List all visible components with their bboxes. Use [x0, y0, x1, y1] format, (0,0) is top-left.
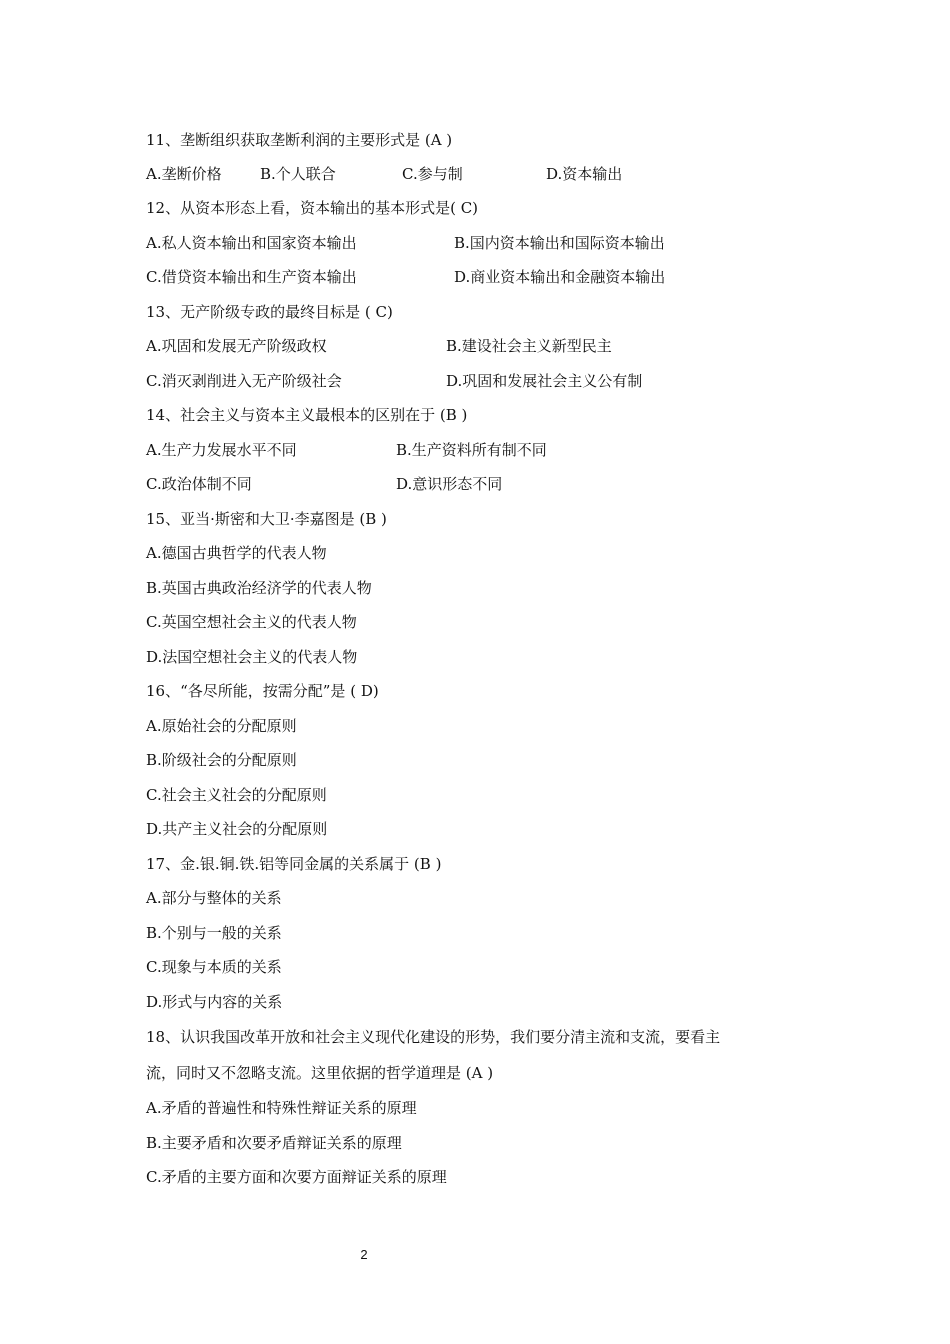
option-b: B.个人联合 — [260, 165, 336, 183]
option-b: B.英国古典政治经济学的代表人物 — [146, 579, 372, 597]
option-b: B.生产资料所有制不同 — [396, 441, 547, 459]
question-text: 17、金.银.铜.铁.铝等同金属的关系属于 (B ) — [146, 855, 442, 873]
question-text-line-2: 流，同时又不忽略支流。这里依据的哲学道理是 (A ) — [146, 1064, 494, 1082]
question-text: 14、社会主义与资本主义最根本的区别在于 (B ) — [146, 406, 468, 424]
question-text: 15、亚当·斯密和大卫·李嘉图是 (B ) — [146, 510, 387, 528]
option-a: A.部分与整体的关系 — [146, 889, 282, 907]
option-d: D.形式与内容的关系 — [146, 993, 283, 1011]
question-text: 13、无产阶级专政的最终目标是 ( C) — [146, 303, 393, 321]
option-d: D.法国空想社会主义的代表人物 — [146, 648, 358, 666]
option-b: B.建设社会主义新型民主 — [446, 337, 612, 355]
option-a: A.德国古典哲学的代表人物 — [146, 544, 327, 562]
option-d: D.共产主义社会的分配原则 — [146, 820, 328, 838]
option-a: A.生产力发展水平不同 — [146, 441, 297, 459]
question-text: 11、垄断组织获取垄断利润的主要形式是 (A ) — [146, 131, 453, 149]
question-text: 12、从资本形态上看，资本输出的基本形式是( C) — [146, 199, 479, 217]
option-a: A.垄断价格 — [146, 165, 222, 183]
option-a: A.矛盾的普遍性和特殊性辩证关系的原理 — [146, 1099, 417, 1117]
option-d: D.资本输出 — [546, 165, 623, 183]
option-c: C.政治体制不同 — [146, 475, 252, 493]
option-b: B.个别与一般的关系 — [146, 924, 282, 942]
page-number: 2 — [360, 1247, 368, 1262]
option-c: C.矛盾的主要方面和次要方面辩证关系的原理 — [146, 1168, 447, 1186]
option-c: C.消灭剥削进入无产阶级社会 — [146, 372, 342, 390]
option-c: C.现象与本质的关系 — [146, 958, 282, 976]
question-text: 16、“各尽所能，按需分配”是 ( D) — [146, 682, 379, 700]
option-c: C.英国空想社会主义的代表人物 — [146, 613, 357, 631]
option-a: A.私人资本输出和国家资本输出 — [146, 234, 357, 252]
option-b: B.国内资本输出和国际资本输出 — [454, 234, 665, 252]
option-b: B.主要矛盾和次要矛盾辩证关系的原理 — [146, 1134, 402, 1152]
option-b: B.阶级社会的分配原则 — [146, 751, 297, 769]
option-d: D.巩固和发展社会主义公有制 — [446, 372, 643, 390]
option-d: D.意识形态不同 — [396, 475, 503, 493]
option-c: C.社会主义社会的分配原则 — [146, 786, 327, 804]
question-text-line-1: 18、认识我国改革开放和社会主义现代化建设的形势，我们要分清主流和支流，要看主 — [146, 1028, 721, 1046]
option-a: A.原始社会的分配原则 — [146, 717, 297, 735]
option-a: A.巩固和发展无产阶级政权 — [146, 337, 327, 355]
option-d: D.商业资本输出和金融资本输出 — [454, 268, 666, 286]
option-c: C.参与制 — [402, 165, 463, 183]
option-c: C.借贷资本输出和生产资本输出 — [146, 268, 357, 286]
